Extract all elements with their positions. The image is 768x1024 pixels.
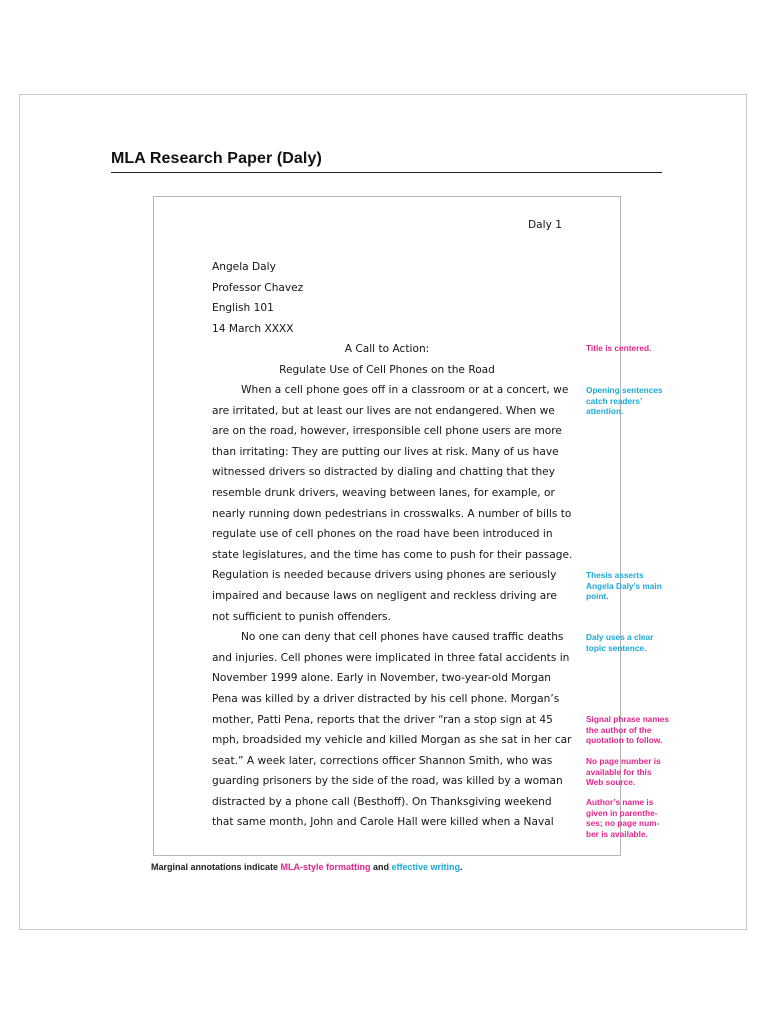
body-line: Regulation is needed because drivers using phones are seriously <box>212 569 557 582</box>
annotation-no-page-number: No page number is available for this Web source. <box>586 756 661 787</box>
body-line: regulate use of cell phones on the road have been introduced in <box>212 528 553 541</box>
instructor-name: Professor Chavez <box>212 281 304 294</box>
paper-title <box>154 339 620 380</box>
body-line: impaired and because laws on negligent and reckless driving are <box>212 589 557 602</box>
page-heading: MLA Research Paper (Daly) <box>111 150 322 167</box>
body-line: not sufficient to punish offenders. <box>212 610 391 623</box>
body-line: guarding prisoners by the side of the road, was killed by a woman <box>212 775 563 788</box>
body-line: that same month, John and Carole Hall were killed when a Naval <box>212 816 554 829</box>
body-line: Pena was killed by a driver distracted by his cell phone. Morgan’s <box>212 692 560 705</box>
paper-page <box>153 196 621 856</box>
figure-caption <box>151 862 463 872</box>
body-line: are on the road, however, irresponsible cell phone users are more <box>212 425 562 438</box>
body-line: seat.” A week later, corrections officer Shannon Smith, who was <box>212 754 553 767</box>
caption-prefix: Marginal annotations indicate <box>151 862 281 872</box>
caption-effective-writing: effective writing <box>391 862 461 872</box>
paper-heading-block <box>212 257 303 339</box>
annotation-author-name: Author’s name is given in parenthe- ses; no page num- ber is available. <box>586 797 660 839</box>
heading-rule <box>111 172 662 173</box>
paper-body <box>212 380 572 833</box>
body-line: mother, Patti Pena, reports that the driver “ran a stop sign at 45 <box>212 713 553 726</box>
caption-middle: and <box>370 862 392 872</box>
body-line: and injuries. Cell phones were implicated in three fatal accidents in <box>212 651 570 664</box>
body-line: resemble drunk drivers, weaving between lanes, for example, or <box>212 486 555 499</box>
body-line: are irritated, but at least our lives are not endangered. When we <box>212 404 555 417</box>
body-line: November 1999 alone. Early in November, two-year-old Morgan <box>212 672 552 685</box>
annotation-signal-phrase: Signal phrase names the author of the quotation to follow. <box>586 714 670 745</box>
running-head: Daly 1 <box>528 219 562 231</box>
subtitle-line: Regulate Use of Cell Phones on the Road <box>279 363 495 376</box>
course-name: English 101 <box>212 302 274 315</box>
annotation-topic-sentence: Daly uses a clear topic sentence. <box>586 632 654 653</box>
paper-date: 14 March XXXX <box>212 322 294 335</box>
caption-mla-formatting: MLA-style formatting <box>280 862 371 872</box>
body-line: mph, broadsided my vehicle and killed Morgan as she sat in her car <box>212 734 572 747</box>
body-line: than irritating: They are putting our lives at risk. Many of us have <box>212 445 559 458</box>
annotation-title-centered: Title is centered. <box>586 343 652 353</box>
body-line: When a cell phone goes off in a classroom or at a concert, we <box>241 384 569 396</box>
body-line: witnessed drivers so distracted by dialing and chatting that they <box>212 466 555 479</box>
annotation-opening-sentences: Opening sentences catch readers’ attention. <box>586 385 663 416</box>
body-line: nearly running down pedestrians in crosswalks. A number of bills to <box>212 507 572 520</box>
body-line: state legislatures, and the time has come to push for their passage. <box>212 548 573 561</box>
body-line: No one can deny that cell phones have caused traffic deaths <box>241 631 564 644</box>
title-line: A Call to Action: <box>344 343 430 355</box>
caption-suffix: . <box>460 862 463 872</box>
body-line: distracted by a phone call (Besthoff). On Thanksgiving weekend <box>212 795 552 808</box>
annotation-thesis: Thesis asserts Angela Daly’s main point. <box>586 570 662 601</box>
author-name: Angela Daly <box>212 261 276 273</box>
